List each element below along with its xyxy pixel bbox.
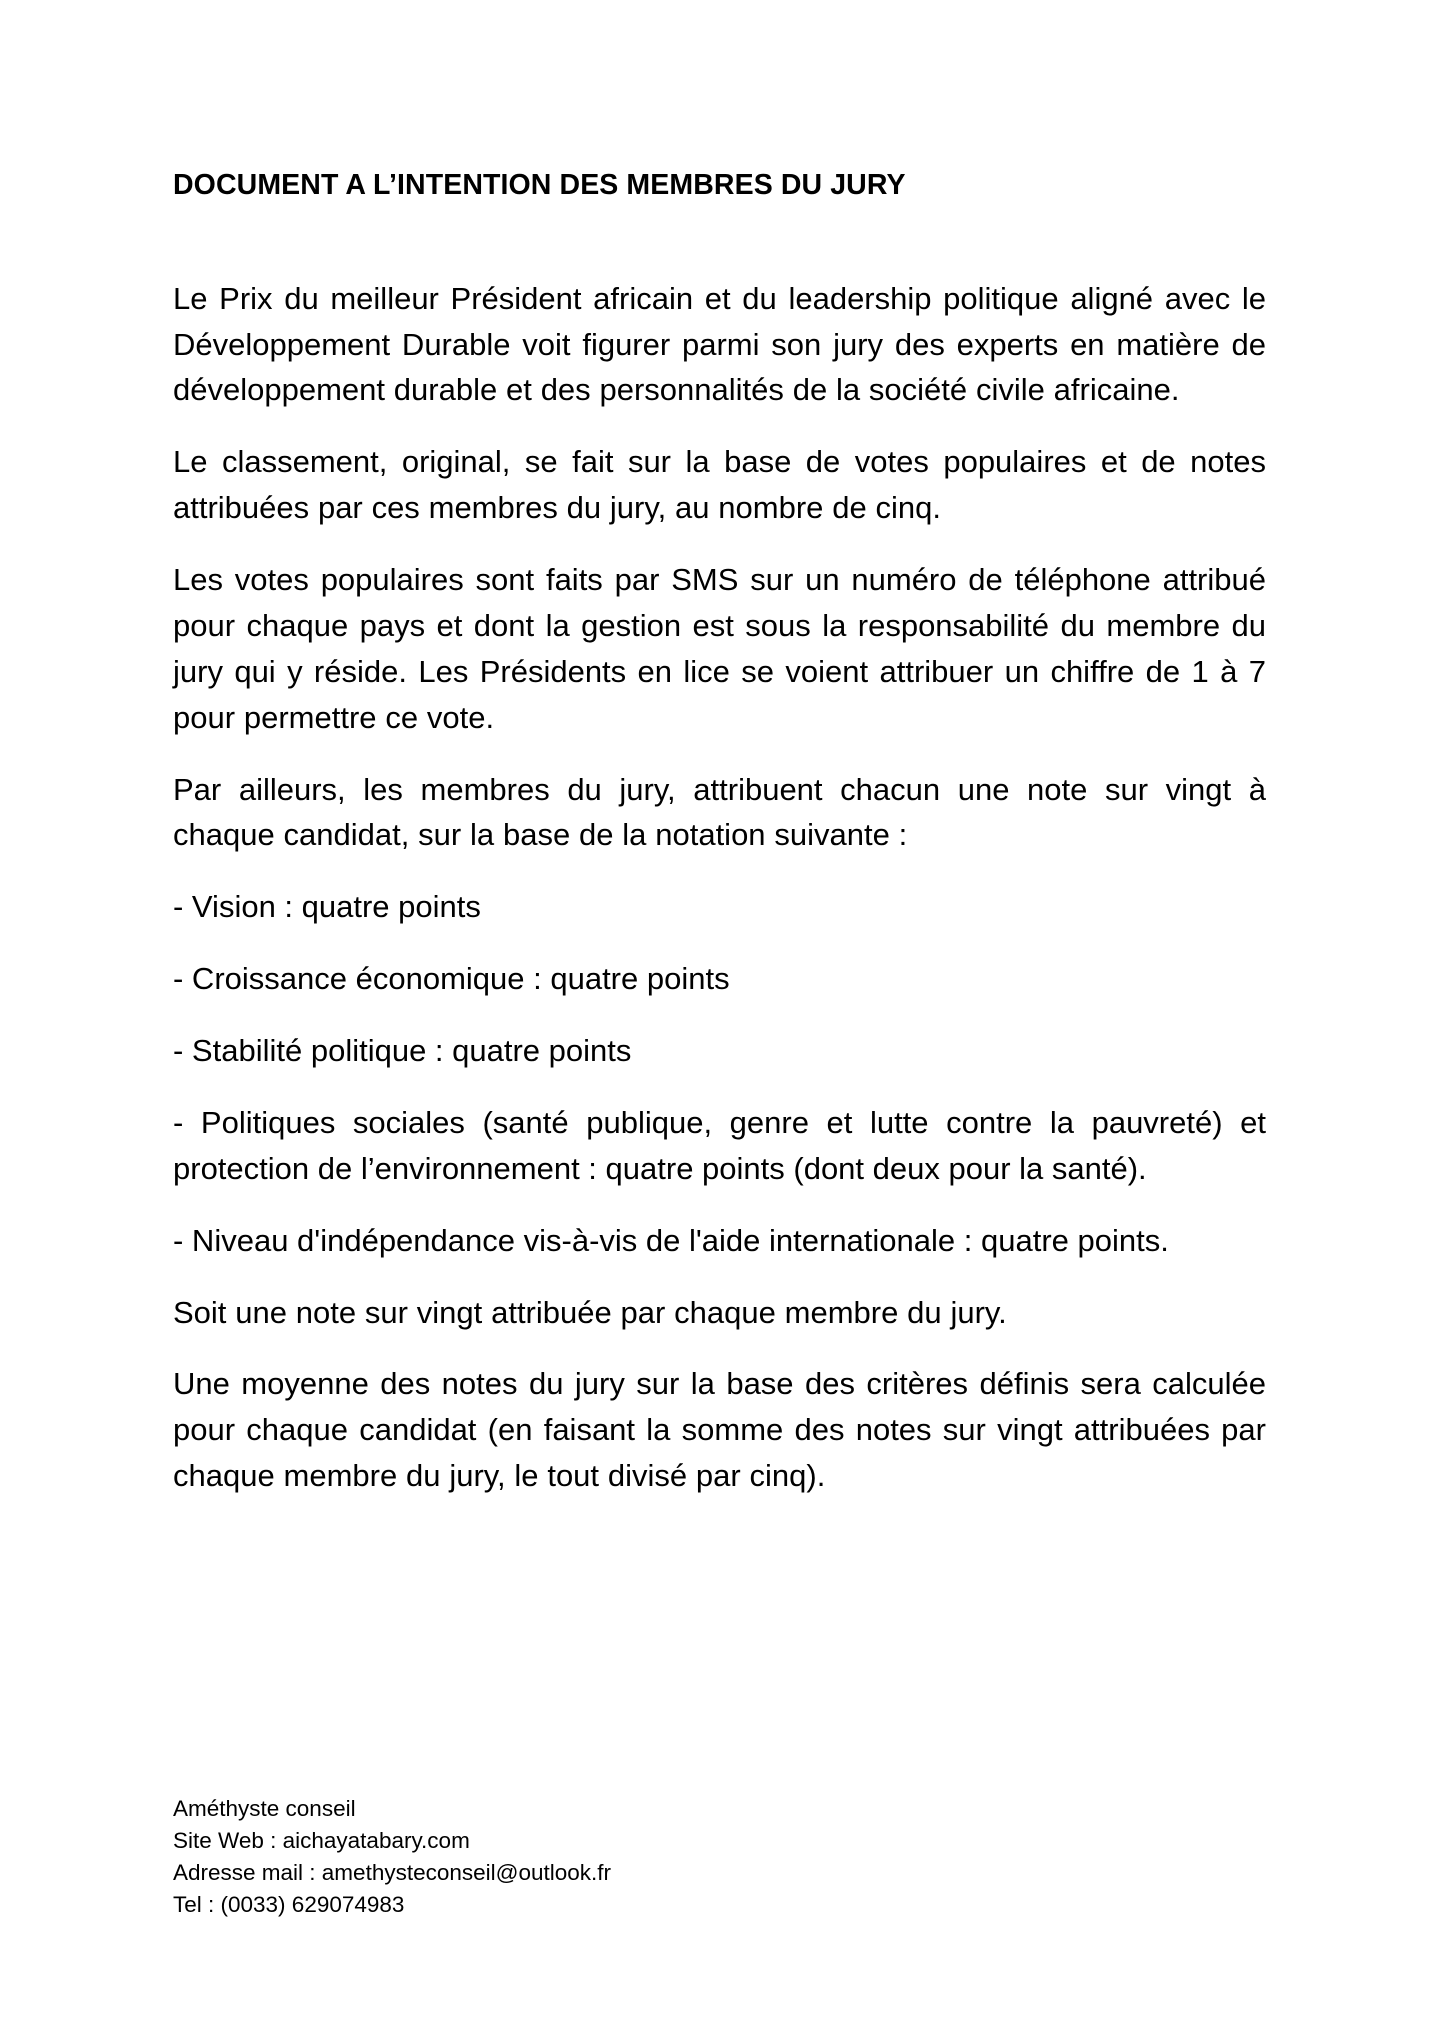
- paragraph-intro: Le Prix du meilleur Président africain et du leadership politique aligné avec le Développement Durable voit figurer parmi son jury des experts en matière de développement durable et des personnalités de la société civile africaine.: [173, 280, 1266, 408]
- paragraph-classement: Le classement, original, se fait sur la base de votes populaires et de notes attribuées par ces membres du jury, au nombre de cinq.: [173, 444, 1266, 526]
- paragraph-notation-intro: Par ailleurs, les membres du jury, attribuent chacun une note sur vingt à chaque candidat, sur la base de la notation suivante :: [173, 771, 1266, 853]
- criterion-independance: - Niveau d'indépendance vis-à-vis de l'aide internationale : quatre points.: [173, 1222, 1169, 1258]
- criterion-vision: - Vision : quatre points: [173, 889, 481, 925]
- document-text-block: [173, 276, 1266, 1499]
- document-body: [173, 0, 1266, 1525]
- footer-phone: Tel : (0033) 629074983: [173, 1891, 405, 1917]
- footer-email: Adresse mail : amethysteconseil@outlook.fr: [173, 1859, 612, 1885]
- document-footer: [173, 1793, 1266, 1921]
- criterion-stabilite-politique: - Stabilité politique : quatre points: [173, 1033, 632, 1068]
- footer-company-name: Améthyste conseil: [173, 1796, 356, 1821]
- paragraph-moyenne: Une moyenne des notes du jury sur la base des critères définis sera calculée pour chaque candidat (en faisant la somme des notes sur vingt attribuées par chaque membre du jury, le tout divisé par cinq).: [173, 1366, 1266, 1494]
- criterion-croissance-economique: - Croissance économique : quatre points: [173, 961, 730, 997]
- page-title: DOCUMENT A L’INTENTION DES MEMBRES DU JURY: [173, 169, 906, 201]
- footer-website: Site Web : aichayatabary.com: [173, 1827, 470, 1853]
- paragraph-votes-sms: Les votes populaires sont faits par SMS sur un numéro de téléphone attribué pour chaque pays et dont la gestion est sous la responsabilité du membre du jury qui y réside. Les Présidents en lice se voient attribuer un chiffre de 1 à 7 pour permettre ce vote.: [173, 562, 1266, 735]
- paragraph-note-sur-vingt: Soit une note sur vingt attribuée par chaque membre du jury.: [173, 1294, 1007, 1330]
- criterion-politiques-sociales: - Politiques sociales (santé publique, genre et lutte contre la pauvreté) et protection de l’environnement : quatre points (dont deux pour la santé).: [173, 1104, 1266, 1186]
